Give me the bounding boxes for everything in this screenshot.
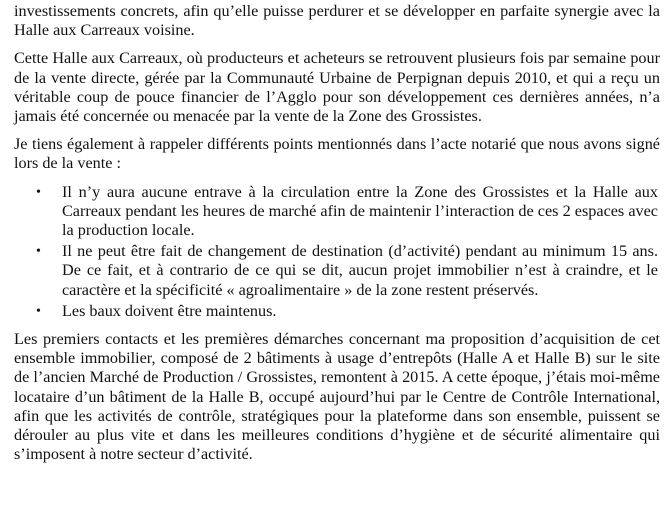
paragraph-halle-aux-carreaux: Cette Halle aux Carreaux, où producteurs et acheteurs se retrouvent plusieurs fois par semaine pour de la vente directe, gérée par la Communauté Urbaine de Perpignan depuis 2010, et qui a reçu un véritable coup de pouce financier de l’Agglo pour son développement ces dernières années, n’a jamais été concernée ou menacée par la vente de la Zone des Grossistes. xyxy=(14,49,660,126)
bullet-item xyxy=(14,183,660,241)
document-page xyxy=(14,2,660,473)
bullet-text: Il ne peut être fait de changement de destination (d’activité) pendant au minimum 15 ans. De ce fait, et à contrario de ce qui se dit, aucun projet immobilier n’est à craindre, et le caractère et la spécificité « agroalimentaire » de la zone restent préservés. xyxy=(62,242,658,299)
bullet-item xyxy=(14,302,660,321)
paragraph-acte-notarie: Je tiens également à rappeler différents points mentionnés dans l’acte notarié que nous avons signé lors de la vente : xyxy=(14,135,660,173)
bullet-item xyxy=(14,242,660,300)
bullet-icon: • xyxy=(36,244,41,260)
bullet-text: Il n’y aura aucune entrave à la circulation entre la Zone des Grossistes et la Halle aux Carreaux pendant les heures de marché afin de maintenir l’interaction de ces 2 espaces avec la production locale. xyxy=(62,182,658,240)
bullet-list xyxy=(14,183,660,321)
bullet-icon: • xyxy=(36,184,41,200)
bullet-icon: • xyxy=(36,303,41,319)
bullet-text: Les baux doivent être maintenus. xyxy=(62,301,277,320)
paragraph-intro-end: investissements concrets, afin qu’elle puisse perdurer et se développer en parfaite synergie avec la Halle aux Carreaux voisine. xyxy=(14,2,660,40)
paragraph-acquisition: Les premiers contacts et les premières démarches concernant ma proposition d’acquisition de cet ensemble immobilier, composé de 2 bâtiments à usage d’entrepôts (Halle A et Halle B) sur le site de l’ancien Marché de Production / Grossistes, remontent à 2015. A cette époque, j’étais moi-même locataire d’un bâtiment de la Halle B, occupé aujourd’hui par le Centre de Contrôle International, afin que les activités de contrôle, stratégiques pour la plateforme dans son ensemble, puissent se dérouler au plus vite et dans les meilleures conditions d’hygiène et de sécurité alimentaire qui s’imposent à notre secteur d’activité. xyxy=(14,330,660,464)
